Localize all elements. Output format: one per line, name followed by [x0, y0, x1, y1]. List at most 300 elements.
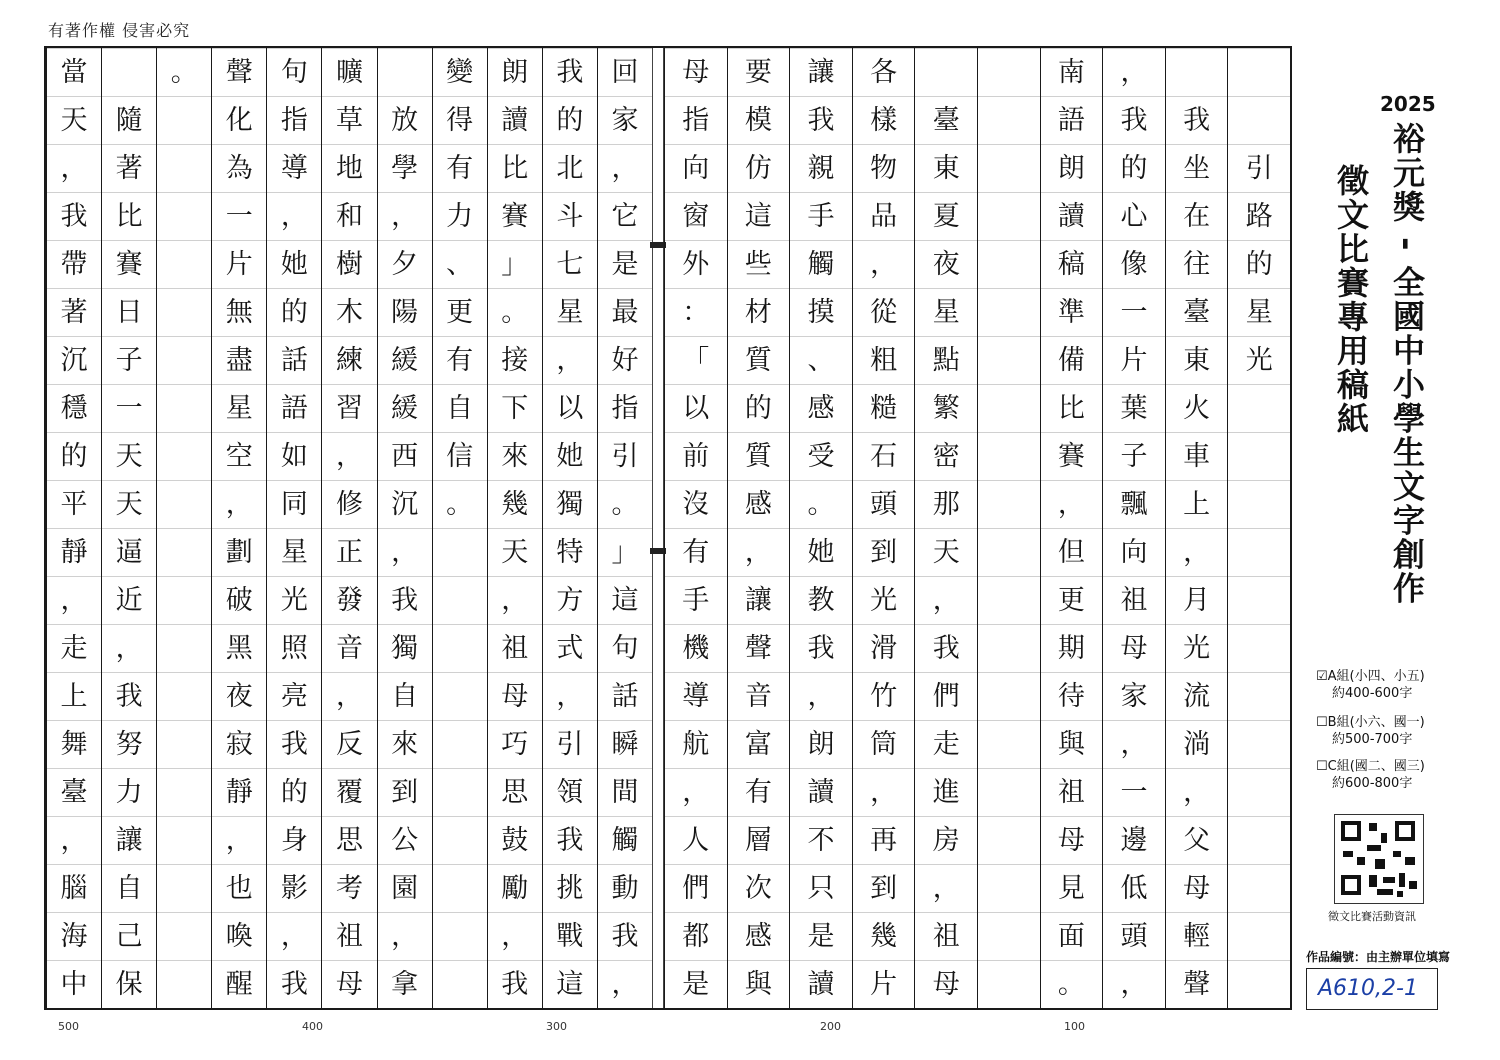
manuscript-column: [1040, 48, 1103, 1008]
grid-cell: 巧: [488, 720, 542, 768]
grid-cell: 片: [212, 240, 266, 288]
grid-cell: 身: [267, 816, 321, 864]
group-a-detail: 約400-600字: [1332, 686, 1413, 701]
grid-cell: ，: [598, 960, 652, 1008]
grid-cell: [978, 432, 1040, 480]
grid-cell: 引: [598, 432, 652, 480]
grid-cell: 北: [543, 144, 597, 192]
grid-cell: 南: [1041, 48, 1103, 96]
grid-cell: 向: [1103, 528, 1165, 576]
grid-cell: [915, 48, 977, 96]
grid-cell: 音: [322, 624, 376, 672]
grid-cell: 走: [47, 624, 101, 672]
grid-cell: [157, 768, 211, 816]
grid-cell: ：: [665, 288, 727, 336]
grid-cell: 像: [1103, 240, 1165, 288]
grid-cell: 的: [267, 288, 321, 336]
grid-cell: 光: [853, 576, 915, 624]
grid-cell: 沒: [665, 480, 727, 528]
grid-cell: 園: [378, 864, 432, 912]
qr-code-icon[interactable]: [1334, 814, 1424, 904]
grid-cell: [978, 960, 1040, 1008]
manuscript-column: [432, 48, 487, 1008]
grid-cell: [1228, 576, 1290, 624]
grid-cell: 月: [1166, 576, 1228, 624]
grid-cell: [1228, 672, 1290, 720]
grid-cell: 戰: [543, 912, 597, 960]
grid-cell: 帶: [47, 240, 101, 288]
copyright-notice: 有著作權 侵害必究: [48, 21, 191, 40]
grid-cell: 那: [915, 480, 977, 528]
grid-cell: 」: [598, 528, 652, 576]
grid-cell: 靜: [47, 528, 101, 576]
grid-cell: 的: [267, 768, 321, 816]
grid-cell: 信: [433, 432, 487, 480]
grid-cell: [433, 624, 487, 672]
grid-cell: 朗: [488, 48, 542, 96]
grid-cell: 頭: [1103, 912, 1165, 960]
grid-cell: 陽: [378, 288, 432, 336]
grid-cell: 窗: [665, 192, 727, 240]
grid-cell: 西: [378, 432, 432, 480]
grid-cell: ，: [47, 144, 101, 192]
grid-cell: 。: [790, 480, 852, 528]
grid-cell: 不: [790, 816, 852, 864]
group-a-option[interactable]: [1316, 668, 1425, 702]
grid-cell: 心: [1103, 192, 1165, 240]
grid-cell: 更: [1041, 576, 1103, 624]
grid-cell: 夜: [915, 240, 977, 288]
grid-cell: 盡: [212, 336, 266, 384]
grid-cell: 沉: [47, 336, 101, 384]
grid-cell: 以: [665, 384, 727, 432]
grid-cell: ，: [1166, 528, 1228, 576]
grid-cell: 聲: [1166, 960, 1228, 1008]
manuscript-column: [852, 48, 915, 1008]
grid-cell: [157, 336, 211, 384]
grid-cell: 樣: [853, 96, 915, 144]
grid-cell: [1228, 528, 1290, 576]
grid-cell: 模: [728, 96, 790, 144]
grid-cell: 車: [1166, 432, 1228, 480]
grid-cell: 正: [322, 528, 376, 576]
grid-cell: [978, 480, 1040, 528]
grid-cell: [157, 864, 211, 912]
grid-cell: 當: [47, 48, 101, 96]
grid-cell: 走: [915, 720, 977, 768]
grid-cell: [978, 624, 1040, 672]
grid-cell: 臺: [47, 768, 101, 816]
grid-cell: 上: [1166, 480, 1228, 528]
grid-cell: 語: [267, 384, 321, 432]
grid-cell: 夏: [915, 192, 977, 240]
grid-cell: 的: [47, 432, 101, 480]
grid-cell: [433, 528, 487, 576]
grid-cell: 平: [47, 480, 101, 528]
grid-cell: 放: [378, 96, 432, 144]
work-number-value: A610,2-1: [1318, 976, 1418, 1001]
grid-cell: 星: [915, 288, 977, 336]
grid-cell: ，: [378, 528, 432, 576]
grid-cell: 賽: [102, 240, 156, 288]
grid-cell: [1228, 432, 1290, 480]
grid-cell: 待: [1041, 672, 1103, 720]
grid-cell: 著: [47, 288, 101, 336]
grid-cell: [157, 816, 211, 864]
work-number-label: 作品編號：由主辦單位填寫: [1306, 950, 1451, 964]
grid-cell: 我: [267, 720, 321, 768]
grid-cell: 航: [665, 720, 727, 768]
grid-cell: ，: [543, 672, 597, 720]
grid-cell: 。: [488, 288, 542, 336]
grid-cell: 有: [433, 144, 487, 192]
grid-cell: 朗: [1041, 144, 1103, 192]
grid-cell: 竹: [853, 672, 915, 720]
grid-cell: 子: [102, 336, 156, 384]
grid-cell: 讓: [728, 576, 790, 624]
manuscript-column: [377, 48, 432, 1008]
grid-cell: 家: [1103, 672, 1165, 720]
grid-cell: 「: [665, 336, 727, 384]
grid-cell: 感: [728, 912, 790, 960]
grid-cell: ，: [853, 768, 915, 816]
grid-cell: 樹: [322, 240, 376, 288]
grid-cell: 再: [853, 816, 915, 864]
grid-cell: [433, 912, 487, 960]
grid-cell: [978, 768, 1040, 816]
grid-cell: 幾: [488, 480, 542, 528]
manuscript-column: [789, 48, 852, 1008]
grid-cell: 但: [1041, 528, 1103, 576]
manuscript-column: [977, 48, 1040, 1008]
grid-cell: 淌: [1166, 720, 1228, 768]
grid-cell: ，: [47, 816, 101, 864]
grid-cell: 低: [1103, 864, 1165, 912]
grid-cell: 質: [728, 432, 790, 480]
grid-cell: 質: [728, 336, 790, 384]
group-b-option[interactable]: [1316, 714, 1425, 748]
grid-cell: 東: [915, 144, 977, 192]
grid-cell: 她: [267, 240, 321, 288]
grid-cell: 學: [378, 144, 432, 192]
grid-cell: 家: [598, 96, 652, 144]
grid-cell: 飄: [1103, 480, 1165, 528]
grid-cell: ，: [1103, 960, 1165, 1008]
grid-cell: 往: [1166, 240, 1228, 288]
manuscript-column: [664, 48, 727, 1008]
grid-cell: 領: [543, 768, 597, 816]
group-c-option[interactable]: [1316, 758, 1425, 792]
grid-cell: 繁: [915, 384, 977, 432]
grid-cell: 接: [488, 336, 542, 384]
grid-cell: 指: [267, 96, 321, 144]
grid-cell: ，: [102, 624, 156, 672]
grid-cell: 教: [790, 576, 852, 624]
manuscript-column: [101, 48, 156, 1008]
grid-cell: 到: [853, 864, 915, 912]
grid-cell: 。: [433, 480, 487, 528]
grid-cell: 隨: [102, 96, 156, 144]
grid-cell: 劃: [212, 528, 266, 576]
grid-cell: [978, 864, 1040, 912]
grid-cell: 比: [102, 192, 156, 240]
grid-cell: 拿: [378, 960, 432, 1008]
grid-cell: [157, 432, 211, 480]
grid-cell: 日: [102, 288, 156, 336]
grid-cell: 房: [915, 816, 977, 864]
grid-cell: 頭: [853, 480, 915, 528]
grid-cell: 指: [598, 384, 652, 432]
grid-cell: 讀: [1041, 192, 1103, 240]
grid-cell: 海: [47, 912, 101, 960]
grid-cell: ，: [915, 576, 977, 624]
grid-cell: [157, 288, 211, 336]
scale-label-500: 500: [58, 1020, 79, 1033]
contest-year: 2025: [1380, 92, 1436, 116]
grid-cell: 人: [665, 816, 727, 864]
grid-cell: 機: [665, 624, 727, 672]
grid-cell: [978, 384, 1040, 432]
grid-cell: 曠: [322, 48, 376, 96]
grid-cell: 火: [1166, 384, 1228, 432]
grid-cell: [978, 576, 1040, 624]
grid-cell: 最: [598, 288, 652, 336]
manuscript-column: [1102, 48, 1165, 1008]
grid-cell: 手: [665, 576, 727, 624]
grid-cell: 靜: [212, 768, 266, 816]
grid-cell: 我: [543, 816, 597, 864]
grid-cell: 臺: [915, 96, 977, 144]
grid-cell: 我: [790, 96, 852, 144]
grid-cell: 、: [433, 240, 487, 288]
grid-cell: ，: [1041, 480, 1103, 528]
grid-cell: ，: [915, 864, 977, 912]
manuscript-column: [1165, 48, 1228, 1008]
grid-cell: 東: [1166, 336, 1228, 384]
grid-cell: 影: [267, 864, 321, 912]
scale-label-300: 300: [546, 1020, 567, 1033]
grid-cell: 星: [212, 384, 266, 432]
grid-cell: 到: [378, 768, 432, 816]
manuscript-column: [727, 48, 790, 1008]
group-c-label: ☐C組(國二、國三): [1316, 759, 1425, 774]
grid-cell: 稿: [1041, 240, 1103, 288]
grid-cell: 的: [728, 384, 790, 432]
grid-cell: 天: [488, 528, 542, 576]
grid-cell: 獨: [378, 624, 432, 672]
grid-cell: 自: [378, 672, 432, 720]
grid-cell: [433, 768, 487, 816]
grid-cell: [433, 816, 487, 864]
grid-cell: 這: [598, 576, 652, 624]
grid-cell: [1228, 864, 1290, 912]
grid-cell: ，: [378, 192, 432, 240]
grid-cell: 照: [267, 624, 321, 672]
grid-cell: ，: [212, 816, 266, 864]
grid-cell: ，: [267, 192, 321, 240]
grid-cell: 從: [853, 288, 915, 336]
grid-cell: 話: [598, 672, 652, 720]
grid-cell: 如: [267, 432, 321, 480]
manuscript-column: [156, 48, 211, 1008]
qr-caption: 徵文比賽活動資訊: [1328, 910, 1416, 923]
grid-cell: [157, 912, 211, 960]
grid-cell: 一: [1103, 288, 1165, 336]
grid-cell: 密: [915, 432, 977, 480]
grid-cell: 天: [47, 96, 101, 144]
grid-cell: 我: [47, 192, 101, 240]
grid-cell: 星: [543, 288, 597, 336]
grid-cell: 讀: [488, 96, 542, 144]
grid-cell: 保: [102, 960, 156, 1008]
grid-cell: ，: [543, 336, 597, 384]
grid-cell: [978, 240, 1040, 288]
grid-cell: 修: [322, 480, 376, 528]
grid-cell: [978, 912, 1040, 960]
grid-cell: 緩: [378, 384, 432, 432]
grid-cell: 沉: [378, 480, 432, 528]
grid-cell: 思: [488, 768, 542, 816]
scale-label-200: 200: [820, 1020, 841, 1033]
grid-cell: 緩: [378, 336, 432, 384]
grid-cell: [157, 144, 211, 192]
grid-cell: 一: [102, 384, 156, 432]
manuscript-column: [542, 48, 597, 1008]
grid-cell: 喚: [212, 912, 266, 960]
grid-cell: 我: [488, 960, 542, 1008]
grid-cell: 父: [1166, 816, 1228, 864]
grid-cell: ，: [1166, 768, 1228, 816]
grid-cell: [978, 672, 1040, 720]
grid-cell: ，: [378, 912, 432, 960]
grid-cell: ，: [853, 240, 915, 288]
grid-cell: 化: [212, 96, 266, 144]
grid-cell: 來: [378, 720, 432, 768]
grid-cell: 觸: [790, 240, 852, 288]
grid-cell: 賽: [488, 192, 542, 240]
grid-cell: [978, 720, 1040, 768]
manuscript-column: [211, 48, 266, 1008]
grid-cell: 們: [915, 672, 977, 720]
grid-cell: [1228, 384, 1290, 432]
grid-cell: 祖: [322, 912, 376, 960]
grid-cell: 片: [853, 960, 915, 1008]
grid-cell: [157, 192, 211, 240]
grid-cell: 她: [790, 528, 852, 576]
grid-cell: 路: [1228, 192, 1290, 240]
scale-label-100: 100: [1064, 1020, 1085, 1033]
grid-cell: 星: [267, 528, 321, 576]
grid-cell: 引: [1228, 144, 1290, 192]
grid-cell: ，: [212, 480, 266, 528]
grid-cell: 思: [322, 816, 376, 864]
grid-cell: 一: [1103, 768, 1165, 816]
grid-cell: [157, 960, 211, 1008]
grid-cell: 地: [322, 144, 376, 192]
manuscript-column: [266, 48, 321, 1008]
grid-cell: 感: [728, 480, 790, 528]
grid-cell: 備: [1041, 336, 1103, 384]
grid-cell: 有: [665, 528, 727, 576]
grid-cell: 逼: [102, 528, 156, 576]
grid-cell: 式: [543, 624, 597, 672]
grid-cell: 夕: [378, 240, 432, 288]
contest-subtitle: 徵文比賽專用稿紙: [1332, 164, 1370, 436]
grid-cell: 下: [488, 384, 542, 432]
grid-cell: 讀: [790, 960, 852, 1008]
grid-cell: 挑: [543, 864, 597, 912]
grid-cell: 我: [1103, 96, 1165, 144]
grid-cell: 有: [433, 336, 487, 384]
grid-cell: 臺: [1166, 288, 1228, 336]
grid-cell: 祖: [1041, 768, 1103, 816]
grid-cell: [1228, 48, 1290, 96]
manuscript-column: [487, 48, 542, 1008]
contest-sidebar: [1300, 46, 1500, 1046]
grid-cell: 母: [665, 48, 727, 96]
grid-cell: 空: [212, 432, 266, 480]
grid-cell: 瞬: [598, 720, 652, 768]
grid-cell: 富: [728, 720, 790, 768]
grid-cell: 黑: [212, 624, 266, 672]
grid-cell: 特: [543, 528, 597, 576]
grid-cell: 、: [790, 336, 852, 384]
grid-cell: 在: [1166, 192, 1228, 240]
grid-cell: 與: [1041, 720, 1103, 768]
grid-cell: 讓: [790, 48, 852, 96]
grid-cell: 子: [1103, 432, 1165, 480]
group-a-label: ☑A組(小四、小五): [1316, 669, 1425, 684]
grid-cell: 我: [102, 672, 156, 720]
grid-cell: [1228, 912, 1290, 960]
grid-cell: 練: [322, 336, 376, 384]
grid-cell: 流: [1166, 672, 1228, 720]
grid-cell: 輕: [1166, 912, 1228, 960]
grid-cell: 間: [598, 768, 652, 816]
manuscript-column: [321, 48, 376, 1008]
grid-cell: 讓: [102, 816, 156, 864]
grid-cell: 它: [598, 192, 652, 240]
grid-cell: 己: [102, 912, 156, 960]
grid-cell: 鼓: [488, 816, 542, 864]
grid-cell: 句: [598, 624, 652, 672]
grid-cell: ，: [1103, 48, 1165, 96]
grid-cell: 是: [665, 960, 727, 1008]
grid-cell: 聲: [212, 48, 266, 96]
grid-cell: [433, 672, 487, 720]
grid-cell: ，: [1103, 720, 1165, 768]
grid-cell: 和: [322, 192, 376, 240]
grid-cell: 感: [790, 384, 852, 432]
grid-cell: 自: [433, 384, 487, 432]
grid-cell: 觸: [598, 816, 652, 864]
grid-cell: 回: [598, 48, 652, 96]
grid-cell: 無: [212, 288, 266, 336]
grid-cell: 見: [1041, 864, 1103, 912]
grid-cell: [433, 960, 487, 1008]
grid-cell: 們: [665, 864, 727, 912]
grid-cell: [157, 624, 211, 672]
grid-cell: 片: [1103, 336, 1165, 384]
grid-cell: 醒: [212, 960, 266, 1008]
grid-cell: 寂: [212, 720, 266, 768]
grid-cell: 石: [853, 432, 915, 480]
grid-cell: 準: [1041, 288, 1103, 336]
grid-cell: 品: [853, 192, 915, 240]
grid-cell: [157, 576, 211, 624]
grid-cell: 方: [543, 576, 597, 624]
manuscript-column: [1227, 48, 1290, 1008]
